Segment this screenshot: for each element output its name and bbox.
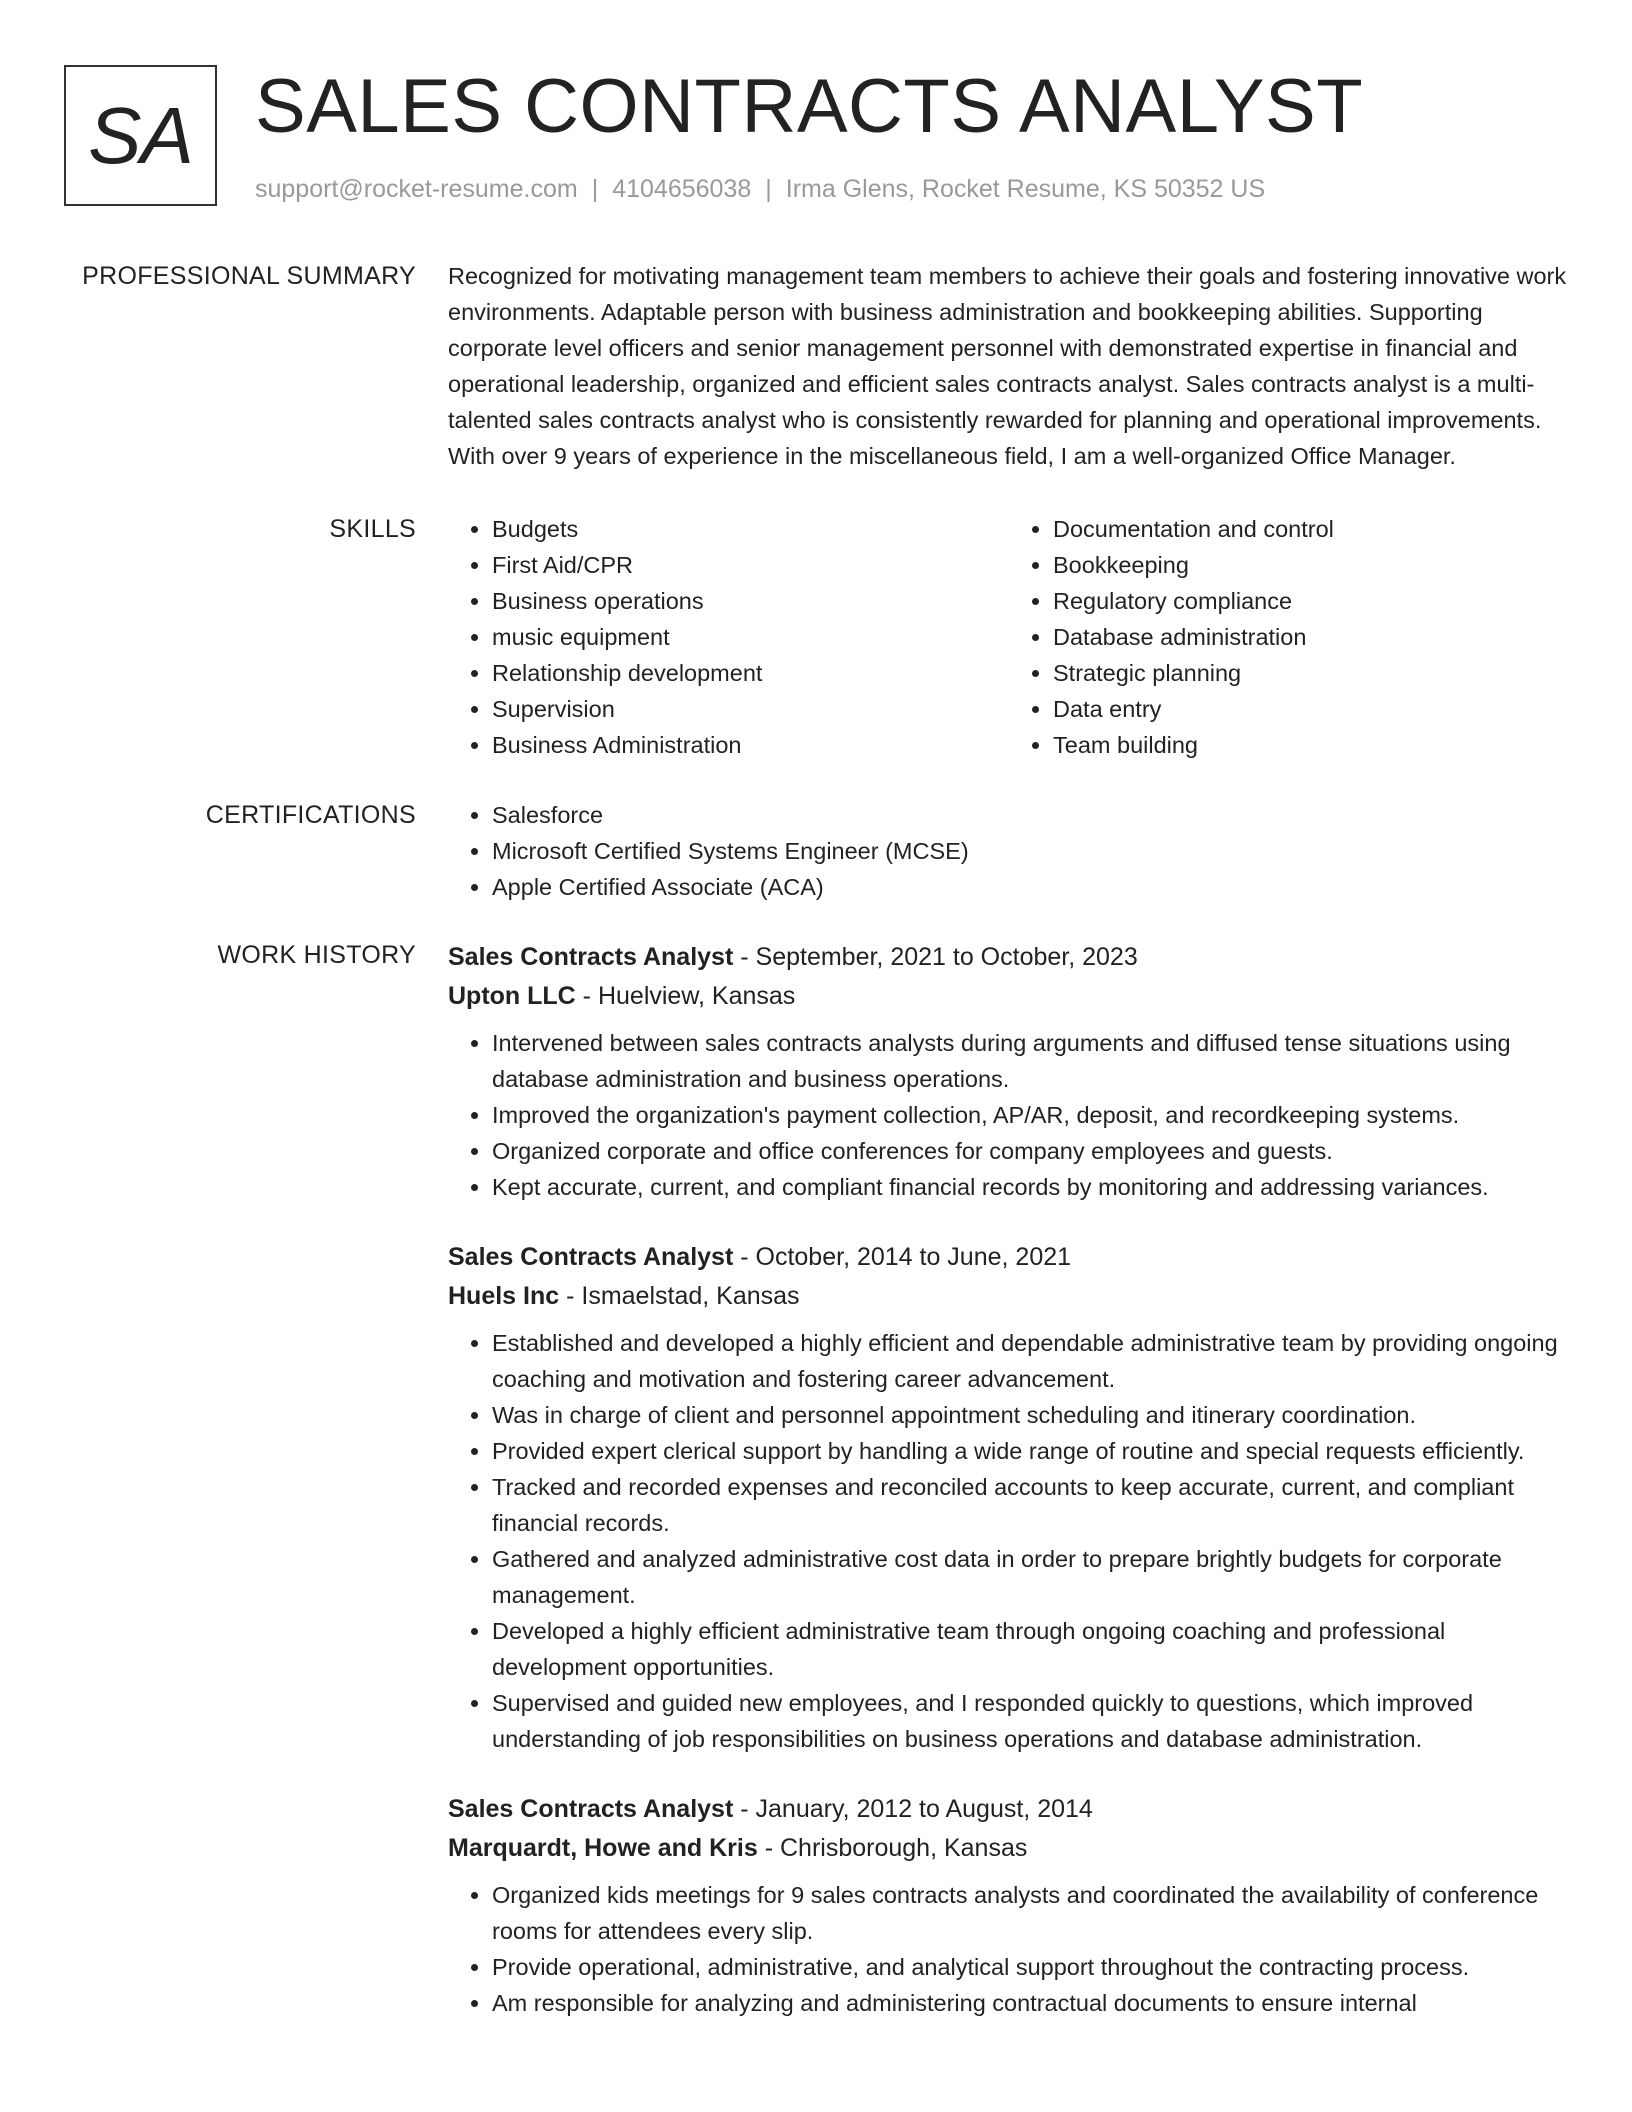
resume-content bbox=[0, 258, 1632, 2051]
section-summary bbox=[0, 258, 1632, 474]
job-title: Sales Contracts Analyst bbox=[448, 1243, 734, 1271]
job-entry bbox=[448, 937, 1570, 1205]
job-bullet: • Provided expert clerical support by handling a wide range of routine and special requests efficiently. bbox=[492, 1433, 1570, 1469]
candidate-title: SALES CONTRACTS ANALYST bbox=[255, 64, 1364, 149]
skill-item: • Relationship development bbox=[492, 655, 1009, 691]
summary-text: Recognized for motivating management team members to achieve their goals and fostering innovative work environments. Adaptable person with business administration and bookkeeping abilities. Supporting corporate level officers and senior management personnel with demonstrated expertise in financial and operational leadership, organized and efficient sales contracts analyst. Sales contracts analyst is a multi-talented sales contracts analyst who is consistently rewarded for planning and operational improvements. With over 9 years of experience in the miscellaneous field, I am a well-organized Office Manager. bbox=[448, 263, 1567, 469]
skill-item: • Database administration bbox=[1053, 619, 1570, 655]
section-work-history bbox=[0, 937, 1632, 2021]
skills-grid bbox=[448, 511, 1570, 763]
certification-item: • Salesforce bbox=[492, 797, 1570, 833]
section-skills bbox=[0, 511, 1632, 763]
job-dates: - October, 2014 to June, 2021 bbox=[733, 1243, 1072, 1271]
job-company: Huels Inc bbox=[448, 1282, 560, 1310]
job-dates: - September, 2021 to October, 2023 bbox=[733, 943, 1138, 971]
job-company-line bbox=[448, 1277, 1570, 1315]
contact-address: Irma Glens, Rocket Resume, KS 50352 US bbox=[785, 175, 1266, 203]
job-bullet: • Organized corporate and office conferences for company employees and guests. bbox=[492, 1133, 1570, 1169]
job-bullets bbox=[448, 1877, 1570, 2021]
certification-item: • Apple Certified Associate (ACA) bbox=[492, 869, 1570, 905]
job-bullet: • Established and developed a highly efficient and dependable administrative team by providing ongoing coaching and motivation and fostering career advancement. bbox=[492, 1325, 1570, 1397]
contact-separator: | bbox=[591, 175, 599, 203]
skill-item: • Bookkeeping bbox=[1053, 547, 1570, 583]
skill-item: • Budgets bbox=[492, 511, 1009, 547]
certifications-body bbox=[448, 797, 1570, 905]
section-label-skills: SKILLS bbox=[329, 515, 416, 543]
section-certifications bbox=[0, 797, 1632, 905]
job-bullets bbox=[448, 1325, 1570, 1757]
job-bullet: • Kept accurate, current, and compliant financial records by monitoring and addressing variances. bbox=[492, 1169, 1570, 1205]
job-title: Sales Contracts Analyst bbox=[448, 943, 734, 971]
job-bullet: • Organized kids meetings for 9 sales contracts analysts and coordinated the availability of conference rooms for attendees every slip. bbox=[492, 1877, 1570, 1949]
job-bullet: • Was in charge of client and personnel appointment scheduling and itinerary coordination. bbox=[492, 1397, 1570, 1433]
job-bullet: • Improved the organization's payment collection, AP/AR, deposit, and recordkeeping systems. bbox=[492, 1097, 1570, 1133]
skill-item: • First Aid/CPR bbox=[492, 547, 1009, 583]
job-title-line bbox=[448, 1237, 1570, 1277]
job-company-line bbox=[448, 977, 1570, 1015]
job-bullet: • Intervened between sales contracts analysts during arguments and diffused tense situations using database administration and business operations. bbox=[492, 1025, 1570, 1097]
skill-item: • Team building bbox=[1053, 727, 1570, 763]
skills-list-left bbox=[448, 511, 1009, 763]
job-location: - Huelview, Kansas bbox=[575, 982, 796, 1010]
job-company-line bbox=[448, 1829, 1570, 1867]
skill-item: • Data entry bbox=[1053, 691, 1570, 727]
skills-list-right bbox=[1009, 511, 1570, 763]
skill-item: • Business operations bbox=[492, 583, 1009, 619]
skill-item: • Supervision bbox=[492, 691, 1009, 727]
job-bullet: • Tracked and recorded expenses and reconciled accounts to keep accurate, current, and compliant financial records. bbox=[492, 1469, 1570, 1541]
resume-header bbox=[64, 65, 1568, 210]
job-company: Upton LLC bbox=[448, 982, 576, 1010]
skill-item: • Regulatory compliance bbox=[1053, 583, 1570, 619]
monogram-badge: SA bbox=[64, 65, 217, 206]
job-bullet: • Gathered and analyzed administrative cost data in order to prepare brightly budgets for corporate management. bbox=[492, 1541, 1570, 1613]
job-location: - Ismaelstad, Kansas bbox=[559, 1282, 800, 1310]
section-label-summary: PROFESSIONAL SUMMARY bbox=[82, 262, 416, 290]
skill-item: • music equipment bbox=[492, 619, 1009, 655]
certification-item: • Microsoft Certified Systems Engineer (MCSE) bbox=[492, 833, 1570, 869]
job-title-line bbox=[448, 1789, 1570, 1829]
skill-item: • Business Administration bbox=[492, 727, 1009, 763]
job-location: - Chrisborough, Kansas bbox=[757, 1834, 1028, 1862]
job-title: Sales Contracts Analyst bbox=[448, 1795, 734, 1823]
section-label-certifications: CERTIFICATIONS bbox=[205, 801, 416, 829]
job-bullet: • Developed a highly efficient administrative team through ongoing coaching and professional development opportunities. bbox=[492, 1613, 1570, 1685]
job-entry bbox=[448, 1789, 1570, 2021]
contact-line bbox=[255, 175, 1265, 204]
job-bullet: • Am responsible for analyzing and administering contractual documents to ensure internal bbox=[492, 1985, 1570, 2021]
job-bullet: • Provide operational, administrative, and analytical support throughout the contracting process. bbox=[492, 1949, 1570, 1985]
job-bullets bbox=[448, 1025, 1570, 1205]
certifications-list bbox=[448, 797, 1570, 905]
section-label-work: WORK HISTORY bbox=[217, 941, 416, 969]
job-company: Marquardt, Howe and Kris bbox=[448, 1834, 758, 1862]
skill-item: • Strategic planning bbox=[1053, 655, 1570, 691]
skill-item: • Documentation and control bbox=[1053, 511, 1570, 547]
summary-body bbox=[448, 258, 1570, 474]
contact-separator: | bbox=[765, 175, 772, 203]
work-body bbox=[448, 937, 1570, 2021]
job-title-line bbox=[448, 937, 1570, 977]
job-entry bbox=[448, 1237, 1570, 1757]
contact-phone: 4104656038 bbox=[612, 175, 752, 203]
job-dates: - January, 2012 to August, 2014 bbox=[733, 1795, 1093, 1823]
contact-email: support@rocket-resume.com bbox=[255, 175, 578, 203]
job-bullet: • Supervised and guided new employees, and I responded quickly to questions, which improved understanding of job responsibilities on business operations and database administration. bbox=[492, 1685, 1570, 1757]
